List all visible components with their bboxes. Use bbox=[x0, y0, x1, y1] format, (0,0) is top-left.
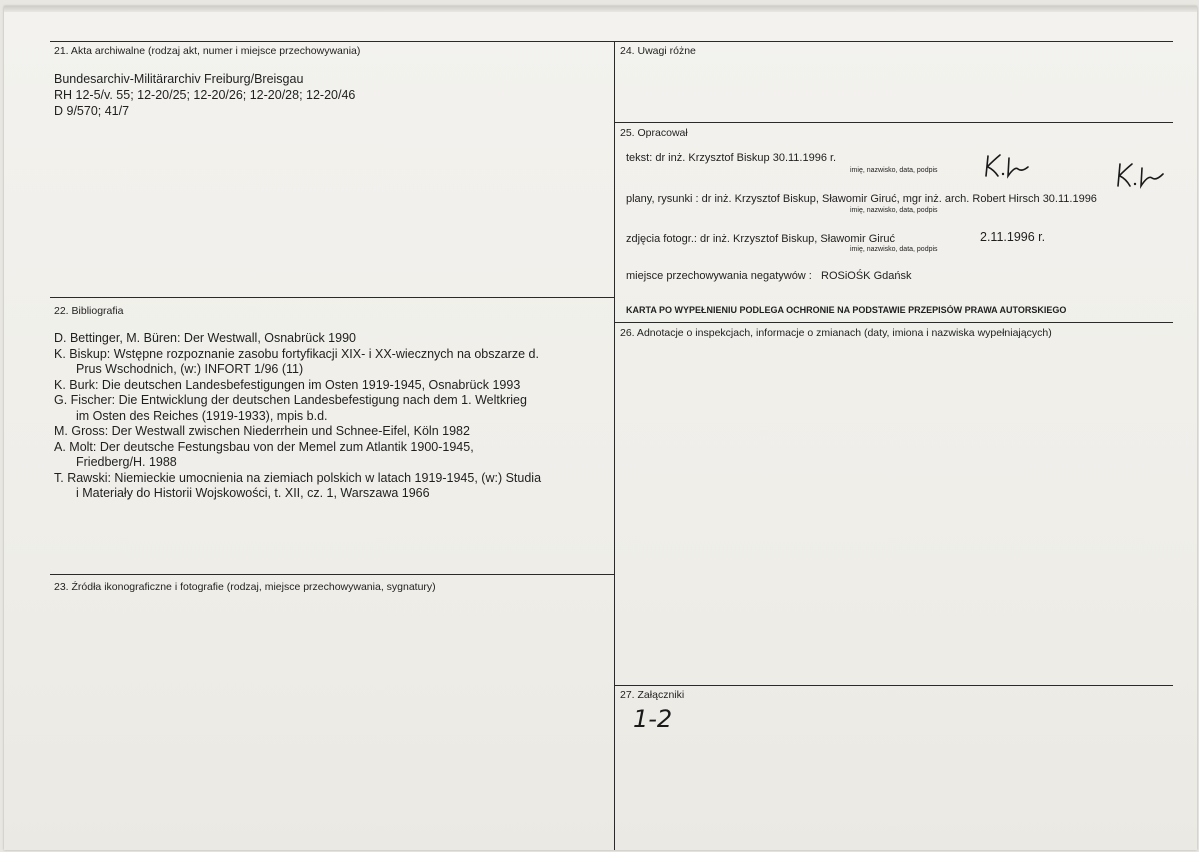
rule-s24-s25 bbox=[615, 122, 1173, 123]
bib-entry bbox=[54, 393, 541, 424]
bib-line: T. Rawski: Niemieckie umocnienia na ziemiach polskich w latach 1919-1945, (w:) Studia bbox=[54, 470, 542, 485]
s27-value: 1-2 bbox=[633, 705, 673, 733]
s25-zdjecia-date: 2.11.1996 r. bbox=[980, 230, 1046, 244]
bib-entry bbox=[54, 347, 541, 378]
bib-line: M. Gross: Der Westwall zwischen Niederrhein und Schnee-Eifel, Köln 1982 bbox=[54, 424, 470, 438]
bib-entry bbox=[54, 471, 541, 502]
rule-center-vertical bbox=[614, 41, 615, 850]
s25-plany-caption: imię, nazwisko, data, podpis bbox=[850, 207, 938, 214]
rule-s26-s27 bbox=[615, 685, 1173, 686]
signature-plany bbox=[1114, 160, 1166, 190]
s27-heading: 27. Załączniki bbox=[620, 689, 685, 701]
rule-s25-s26 bbox=[615, 322, 1173, 323]
bib-line: K. Burk: Die deutschen Landesbefestigungen im Osten 1919-1945, Osnabrück 1993 bbox=[54, 377, 521, 392]
bib-entry bbox=[54, 378, 541, 394]
s21-heading: 21. Akta archiwalne (rodzaj akt, numer i miejsce przechowywania) bbox=[54, 45, 361, 57]
bib-line-continued: im Osten des Reiches (1919-1933), mpis b.d. bbox=[76, 408, 328, 423]
s25-zdjecia-caption: imię, nazwisko, data, podpis bbox=[850, 246, 938, 253]
bib-line: K. Biskup: Wstępne rozpoznanie zasobu fortyfikacji XIX- i XX-wiecznych na obszarze d. bbox=[54, 346, 539, 361]
s25-zdjecia: zdjęcia fotogr.: dr inż. Krzysztof Biskup, Sławomir Giruć bbox=[626, 233, 895, 245]
bib-entry bbox=[54, 440, 541, 471]
s21-line-2: RH 12-5/v. 55; 12-20/25; 12-20/26; 12-20/28; 12-20/46 bbox=[54, 88, 356, 102]
bib-line-continued: i Materiały do Historii Wojskowości, t. XII, cz. 1, Warszawa 1966 bbox=[76, 486, 430, 500]
s26-heading: 26. Adnotacje o inspekcjach, informacje o zmianach (daty, imiona i nazwiska wypełniających) bbox=[620, 327, 1052, 339]
s25-negatywy-label: miejsce przechowywania negatywów : bbox=[626, 270, 812, 282]
s24-heading: 24. Uwagi różne bbox=[620, 45, 696, 57]
signature-tekst bbox=[982, 152, 1032, 180]
bib-line-continued: Prus Wschodnich, (w:) INFORT 1/96 (11) bbox=[76, 362, 304, 376]
rule-top bbox=[50, 41, 1173, 42]
bib-line: G. Fischer: Die Entwicklung der deutschen Landesbefestigung nach dem 1. Weltkrieg bbox=[54, 393, 527, 407]
rule-s22-s23 bbox=[50, 574, 615, 575]
s25-tekst-caption: imię, nazwisko, data, podpis bbox=[850, 167, 938, 174]
card-top-edge bbox=[4, 6, 1197, 12]
bib-line: D. Bettinger, M. Büren: Der Westwall, Osnabrück 1990 bbox=[54, 331, 356, 345]
bibliography-list bbox=[54, 331, 541, 502]
bib-entry bbox=[54, 424, 541, 440]
bib-line-continued: Friedberg/H. 1988 bbox=[76, 455, 177, 469]
s25-plany: plany, rysunki : dr inż. Krzysztof Biskup, Sławomir Giruć, mgr inż. arch. Robert Hirsch 30.11.1996 bbox=[626, 193, 1097, 205]
bib-entry bbox=[54, 331, 541, 347]
bib-line: A. Molt: Der deutsche Festungsbau von der Memel zum Atlantik 1900-1945, bbox=[54, 439, 474, 454]
s21-line-1: Bundesarchiv-Militärarchiv Freiburg/Breisgau bbox=[54, 72, 304, 86]
s25-negatywy-value: ROSiOŚK Gdańsk bbox=[821, 270, 912, 282]
s21-line-3: D 9/570; 41/7 bbox=[54, 104, 130, 118]
rule-s21-s22 bbox=[50, 297, 615, 298]
archive-card bbox=[4, 6, 1197, 850]
s25-copyright-notice: KARTA PO WYPEŁNIENIU PODLEGA OCHRONIE NA PODSTAWIE PRZEPISÓW PRAWA AUTORSKIEGO bbox=[626, 305, 1067, 315]
s22-heading: 22. Bibliografia bbox=[54, 305, 124, 317]
s23-heading: 23. Źródła ikonograficzne i fotografie (rodzaj, miejsce przechowywania, sygnatury) bbox=[54, 581, 436, 593]
s25-heading: 25. Opracował bbox=[620, 127, 688, 139]
s25-tekst: tekst: dr inż. Krzysztof Biskup 30.11.1996 r. bbox=[626, 152, 837, 164]
